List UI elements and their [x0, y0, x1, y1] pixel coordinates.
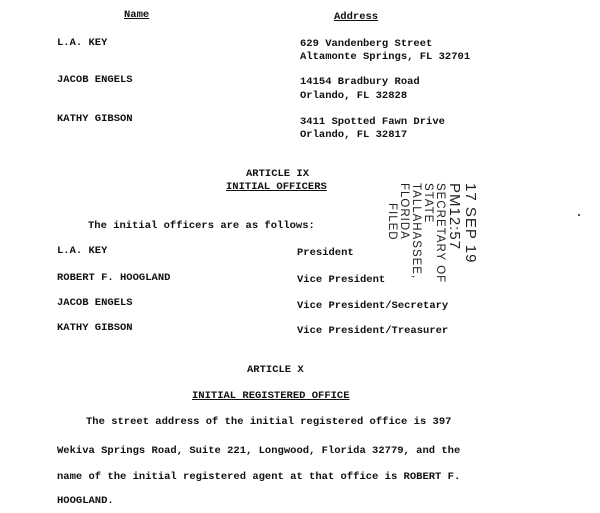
stamp-filed: FILED — [386, 203, 399, 241]
director-name: KATHY GIBSON — [57, 113, 133, 125]
address-column-header: Address — [334, 11, 379, 23]
article-x-body-line3: name of the initial registered agent at that office is ROBERT F. — [57, 471, 461, 483]
name-column-header: Name — [124, 9, 150, 21]
officer-name: ROBERT F. HOOGLAND — [57, 272, 171, 284]
director-address-line2: Altamonte Springs, FL 32701 — [300, 51, 471, 63]
director-name: JACOB ENGELS — [57, 74, 133, 86]
scan-speck — [578, 214, 580, 216]
officer-name: L.A. KEY — [57, 245, 108, 257]
stamp-office: SECRETARY OF STATE — [422, 183, 447, 284]
director-address-line2: Orlando, FL 32828 — [300, 90, 408, 102]
officer-title: Vice President — [297, 274, 386, 286]
director-address-line1: 14154 Bradbury Road — [300, 76, 420, 88]
director-address-line1: 3411 Spotted Fawn Drive — [300, 116, 445, 128]
article-ix-subheading: INITIAL OFFICERS — [226, 181, 327, 193]
stamp-date: 17 SEP 19 PM12:57 — [446, 183, 479, 264]
article-x-body-line1: The street address of the initial registered office is 397 — [86, 416, 452, 428]
director-address-line2: Orlando, FL 32817 — [300, 129, 408, 141]
stamp-city: TALLAHASSEE, FLORIDA — [398, 183, 423, 280]
officer-title: Vice President/Treasurer — [297, 325, 449, 337]
article-x-subheading: INITIAL REGISTERED OFFICE — [192, 390, 350, 402]
article-ix-heading: ARTICLE IX — [246, 168, 310, 180]
director-address-line1: 629 Vandenberg Street — [300, 38, 433, 50]
director-name: L.A. KEY — [57, 37, 108, 49]
officers-intro: The initial officers are as follows: — [88, 220, 315, 232]
officer-name: JACOB ENGELS — [57, 297, 133, 309]
filed-stamp — [386, 183, 478, 305]
officer-title: President — [297, 247, 354, 259]
officer-name: KATHY GIBSON — [57, 322, 133, 334]
article-x-body-line4: HOOGLAND. — [57, 495, 114, 507]
article-x-body-line2: Wekiva Springs Road, Suite 221, Longwood, Florida 32779, and the — [57, 445, 461, 457]
officer-title: Vice President/Secretary — [297, 300, 449, 312]
article-x-heading: ARTICLE X — [247, 364, 304, 376]
